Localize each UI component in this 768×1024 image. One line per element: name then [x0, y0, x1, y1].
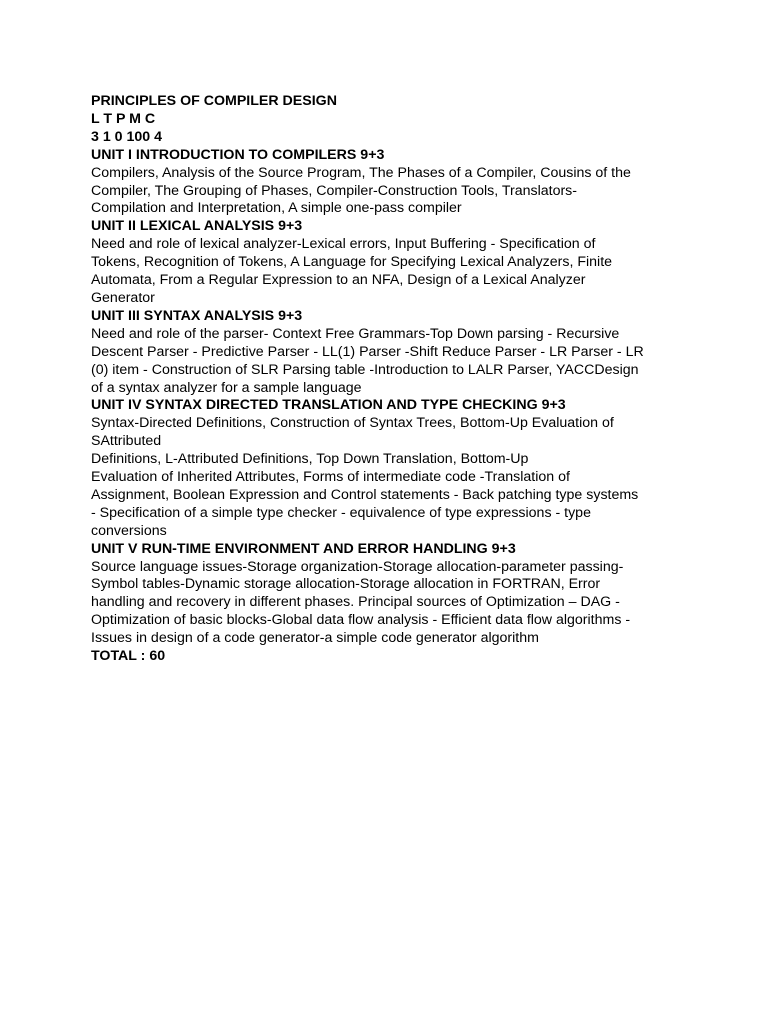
unit-line: (0) item - Construction of SLR Parsing table -Introduction to LALR Parser, YACCDesign	[91, 361, 639, 378]
unit-line: Generator	[91, 289, 155, 306]
unit-heading: UNIT III SYNTAX ANALYSIS 9+3	[91, 307, 303, 324]
unit-line: of a syntax analyzer for a sample language	[91, 379, 362, 396]
unit-1	[91, 147, 691, 219]
unit-line: Need and role of the parser- Context Free Grammars-Top Down parsing - Recursive	[91, 325, 620, 342]
unit-line: Symbol tables-Dynamic storage allocation-Storage allocation in FORTRAN, Error	[91, 576, 601, 593]
unit-line: Compiler, The Grouping of Phases, Compiler-Construction Tools, Translators-	[91, 182, 578, 199]
unit-line: Syntax-Directed Definitions, Construction of Syntax Trees, Bottom-Up Evaluation of	[91, 415, 614, 432]
unit-line: Assignment, Boolean Expression and Control statements - Back patching type systems	[91, 486, 639, 503]
unit-line: Optimization of basic blocks-Global data flow analysis - Efficient data flow algorithms -	[91, 612, 631, 629]
unit-heading: UNIT II LEXICAL ANALYSIS 9+3	[91, 218, 303, 235]
unit-heading: UNIT I INTRODUCTION TO COMPILERS 9+3	[91, 146, 385, 163]
unit-5	[91, 541, 691, 648]
unit-line: - Specification of a simple type checker - equivalence of type expressions - type	[91, 504, 591, 521]
unit-line: Automata, From a Regular Expression to an NFA, Design of a Lexical Analyzer	[91, 272, 586, 289]
unit-line: Tokens, Recognition of Tokens, A Language for Specifying Lexical Analyzers, Finite	[91, 254, 613, 271]
unit-line: Definitions, L-Attributed Definitions, Top Down Translation, Bottom-Up	[91, 451, 529, 468]
unit-line: Compilation and Interpretation, A simple one-pass compiler	[91, 200, 462, 217]
unit-line: Compilers, Analysis of the Source Program, The Phases of a Compiler, Cousins of the	[91, 164, 631, 181]
unit-line: Evaluation of Inherited Attributes, Forms of intermediate code -Translation of	[91, 469, 570, 486]
unit-heading: UNIT V RUN-TIME ENVIRONMENT AND ERROR HANDLING 9+3	[91, 540, 516, 557]
unit-line: Need and role of lexical analyzer-Lexical errors, Input Buffering - Specification of	[91, 236, 596, 253]
unit-line: Issues in design of a code generator-a simple code generator algorithm	[91, 630, 539, 647]
total-hours: TOTAL : 60	[91, 648, 166, 665]
credits-values: 3 1 0 100 4	[91, 128, 162, 145]
unit-line: SAttributed	[91, 433, 162, 450]
unit-4	[91, 397, 691, 540]
unit-line: Source language issues-Storage organization-Storage allocation-parameter passing-	[91, 558, 624, 575]
unit-line: Descent Parser - Predictive Parser - LL(1) Parser -Shift Reduce Parser - LR Parser - LR	[91, 343, 644, 360]
unit-2	[91, 218, 691, 308]
ltpmc-label: L T P M C	[91, 110, 156, 127]
unit-line: handling and recovery in different phases. Principal sources of Optimization – DAG -	[91, 594, 620, 611]
unit-3	[91, 308, 691, 398]
syllabus-document	[91, 93, 691, 666]
unit-line: conversions	[91, 522, 167, 539]
unit-heading: UNIT IV SYNTAX DIRECTED TRANSLATION AND TYPE CHECKING 9+3	[91, 397, 566, 414]
document-title: PRINCIPLES OF COMPILER DESIGN	[91, 93, 337, 109]
